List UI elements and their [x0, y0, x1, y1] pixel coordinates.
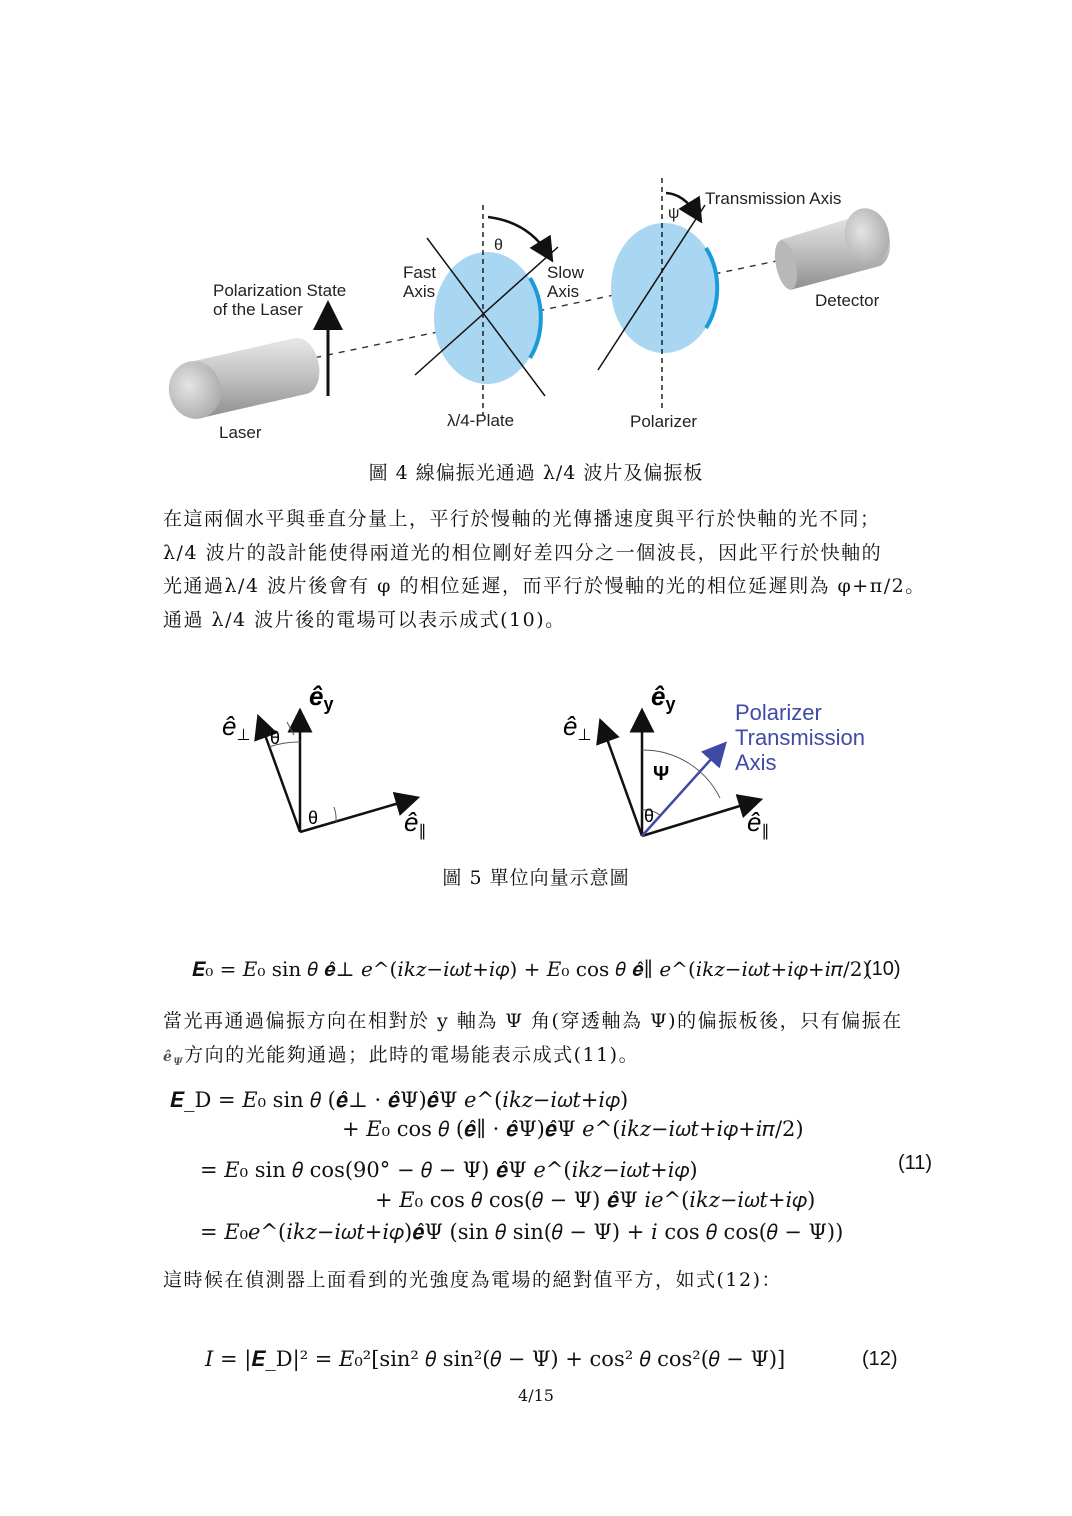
label-fast-axis-1: Fast [403, 263, 437, 282]
label-polarization-state-2: of the Laser [213, 300, 303, 319]
figure-4-caption: 圖 4 線偏振光通過 λ/4 波片及偏振板 [368, 462, 704, 484]
laser-beam-dashed [280, 255, 805, 365]
paragraph-2 [163, 1005, 923, 1079]
equation-11-line-3: = 𝐸₀ sin 𝜃 cos(90° − 𝜃 − Ψ) 𝒆̂Ψ 𝑒^(𝑖𝑘𝑧−𝑖𝜔𝑡+𝑖𝜑) [200, 1158, 698, 1182]
label-theta: θ [494, 237, 503, 254]
label-transmission-axis: Transmission Axis [705, 189, 842, 208]
right-e-par-label: ê∥ [747, 807, 770, 840]
equation-11-line-4: + 𝐸₀ cos 𝜃 cos(𝜃 − Ψ) 𝒆̂Ψ 𝑖𝑒^(𝑖𝑘𝑧−𝑖𝜔𝑡+𝑖𝜑) [375, 1188, 816, 1212]
e-psi-symbol: $ê_\Psi$ [163, 1048, 185, 1068]
label-detector: Detector [815, 291, 880, 310]
equation-10: 𝑬₀ = 𝐸₀ sin 𝜃 𝒆̂⊥ 𝑒^(𝑖𝑘𝑧−𝑖𝜔𝑡+𝑖𝜑) + 𝐸₀ cos 𝜃 𝒆̂∥ 𝑒^(𝑖𝑘𝑧−𝑖𝜔𝑡+𝑖𝜑+𝑖𝜋/2) [192, 957, 871, 981]
label-fast-axis-2: Axis [403, 282, 436, 301]
unit-vectors-left [260, 715, 413, 832]
equation-11-number: (11) [898, 1152, 933, 1174]
left-theta-top: θ [270, 728, 281, 748]
polarizer-label-3: Axis [735, 750, 777, 775]
unit-vectors-right [602, 715, 756, 836]
label-psi: ψ [668, 205, 680, 222]
label-slow-axis-2: Axis [547, 282, 580, 301]
equation-11-line-1: 𝑬_D = 𝐸₀ sin 𝜃 (𝒆̂⊥ · 𝒆̂Ψ)𝒆̂Ψ 𝑒^(𝑖𝑘𝑧−𝑖𝜔𝑡+𝑖𝜑) [170, 1088, 629, 1112]
equation-11-line-2: + 𝐸₀ cos 𝜃 (𝒆̂∥ · 𝒆̂Ψ)𝒆̂Ψ 𝑒^(𝑖𝑘𝑧−𝑖𝜔𝑡+𝑖𝜑+𝑖𝜋/2) [342, 1117, 804, 1141]
figure-5-diagram [200, 670, 880, 850]
right-e-y-label: êy [651, 681, 676, 714]
laser-cylinder [164, 338, 320, 424]
paragraph-1-line-1: 在這兩個水平與垂直分量上，平行於慢軸的光傳播速度與平行於快軸的光不同； [163, 508, 881, 530]
label-polarization-state-1: Polarization State [213, 281, 347, 300]
polarizer-disc [611, 223, 717, 353]
right-e-perp-label: ê⊥ [563, 711, 592, 744]
left-e-perp-label: ê⊥ [222, 711, 251, 744]
label-slow-axis-1: Slow [547, 263, 584, 282]
equation-12: 𝐼 = |𝑬_D|² = 𝐸₀²[sin² 𝜃 sin²(𝜃 − Ψ) + cos² 𝜃 cos²(𝜃 − Ψ)] [205, 1347, 786, 1371]
paragraph-1-line-4: 通過 λ/4 波片後的電場可以表示成式(10)。 [163, 608, 566, 631]
figure-4-diagram [150, 170, 910, 450]
polarizer-label-1: Polarizer [735, 700, 822, 725]
equation-12-number: (12) [862, 1348, 898, 1370]
paragraph-2-line-1: 當光再通過偏振方向在相對於 y 軸為 Ψ 角(穿透軸為 Ψ)的偏振板後，只有偏振在 [163, 1010, 903, 1032]
right-psi-label: Ψ [653, 763, 670, 785]
equation-11-line-5: = 𝐸₀𝑒^(𝑖𝑘𝑧−𝑖𝜔𝑡+𝑖𝜑)𝒆̂Ψ (sin 𝜃 sin(𝜃 − Ψ) + 𝑖 cos 𝜃 cos(𝜃 − Ψ)) [200, 1220, 844, 1244]
label-quarter-plate: λ/4-Plate [447, 411, 515, 430]
paragraph-1-line-3: 光通過λ/4 波片後會有 φ 的相位延遲，而平行於慢軸的光的相位延遲則為 φ+π/2。 [163, 575, 926, 597]
paragraph-3 [163, 1264, 923, 1298]
paragraph-3-line-1: 這時候在偵測器上面看到的光強度為電場的絕對值平方，如式(12)： [163, 1269, 783, 1291]
figure-5-caption: 圖 5 單位向量示意圖 [442, 867, 630, 889]
paragraph-1-line-2: λ/4 波片的設計能使得兩道光的相位剛好差四分之一個波長，因此平行於快軸的 [163, 541, 883, 564]
label-polarizer: Polarizer [630, 412, 698, 431]
polarizer-label-2: Transmission [735, 725, 865, 750]
right-theta-label: θ [644, 806, 655, 826]
left-theta-bottom: θ [308, 808, 319, 828]
left-e-par-label: ê∥ [404, 807, 427, 840]
detector-cylinder [771, 204, 894, 291]
label-laser: Laser [219, 423, 262, 442]
left-e-y-label: êy [309, 681, 334, 714]
page-number: 4/15 [518, 1386, 554, 1405]
paragraph-1 [163, 503, 926, 637]
paragraph-2-line-2: $ê_\Psi$方向的光能夠通過；此時的電場能表示成式(11)。 [163, 1043, 640, 1068]
equation-10-number: (10) [865, 958, 901, 980]
